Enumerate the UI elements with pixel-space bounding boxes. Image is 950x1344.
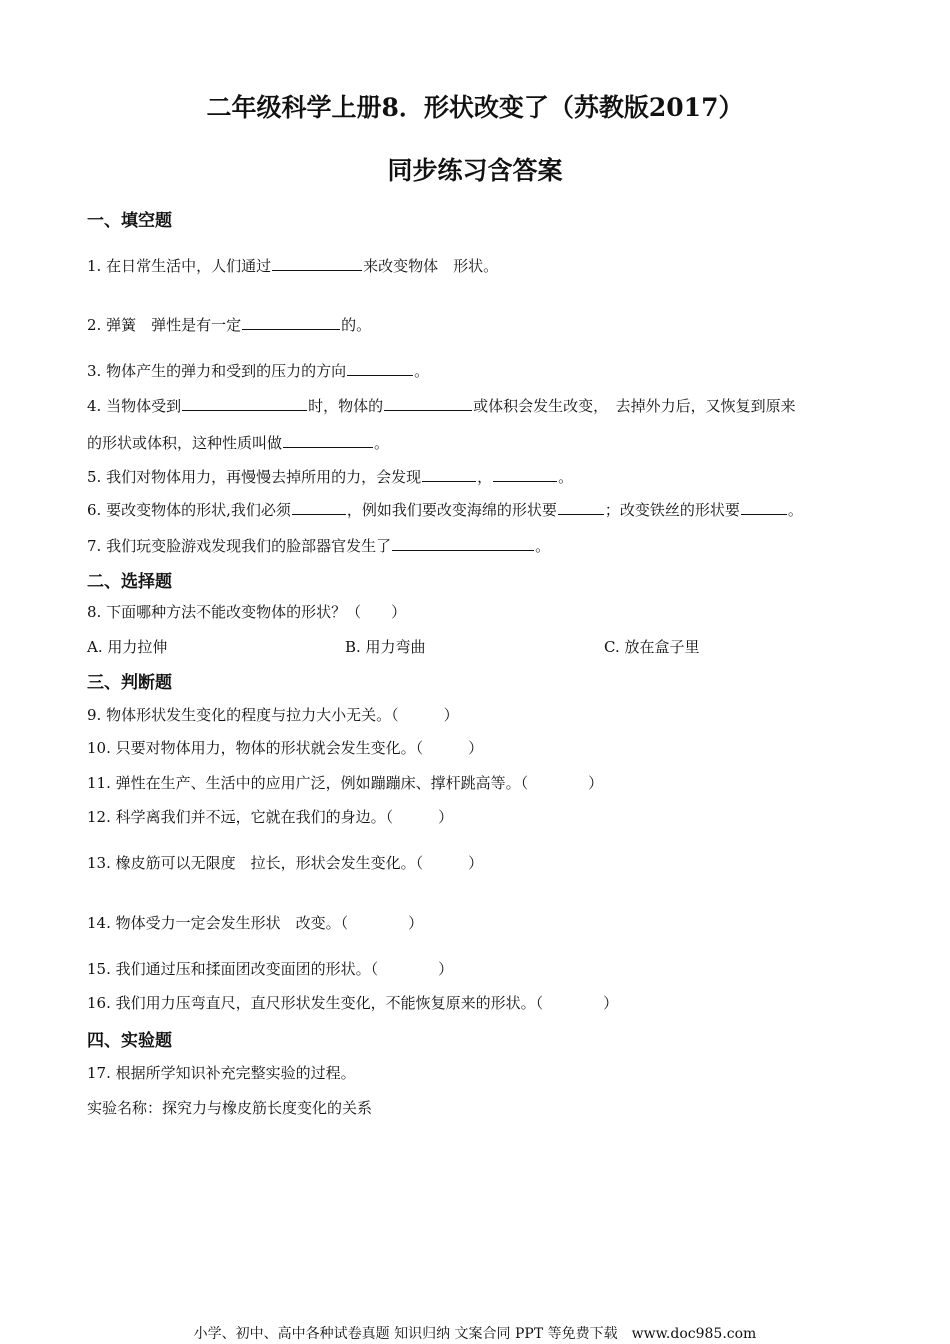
question-text: 2. 弹簧 弹性是有一定: [87, 316, 242, 334]
option-b[interactable]: B. 用力弯曲: [345, 638, 426, 656]
question-text: 的形状或体积，这种性质叫做: [87, 434, 283, 452]
question-text: 。: [787, 501, 803, 519]
question-9: 9. 物体形状发生变化的程度与拉力大小无关。（ ）: [87, 706, 459, 724]
experiment-name: 实验名称：探究力与橡皮筋长度变化的关系: [87, 1099, 373, 1117]
question-3: [87, 360, 429, 381]
question-text: 3. 物体产生的弹力和受到的压力的方向: [87, 362, 347, 380]
question-4-continued: [87, 432, 389, 453]
question-text: 的。: [341, 316, 372, 334]
section-heading-choice: 二、选择题: [87, 572, 172, 592]
answer-blank[interactable]: [493, 466, 557, 482]
question-13: 13. 橡皮筋可以无限度 拉长，形状会发生变化。（ ）: [87, 854, 484, 872]
answer-blank[interactable]: [182, 395, 307, 411]
question-11: 11. 弹性在生产、生活中的应用广泛，例如蹦蹦床、撑杆跳高等。（ ）: [87, 774, 604, 792]
question-text: ，: [477, 468, 493, 486]
section-heading-fill-blank: 一、填空题: [87, 211, 172, 231]
question-15: 15. 我们通过压和揉面团改变面团的形状。（ ）: [87, 960, 454, 978]
question-text: ；改变铁丝的形状要: [604, 501, 740, 519]
answer-blank[interactable]: [558, 499, 604, 515]
answer-blank[interactable]: [347, 360, 413, 376]
question-12: 12. 科学离我们并不远，它就在我们的身边。（ ）: [87, 808, 454, 826]
question-6: [87, 499, 803, 520]
answer-blank[interactable]: [272, 255, 362, 271]
answer-blank[interactable]: [384, 395, 472, 411]
question-text: 。: [558, 468, 574, 486]
question-text: 7. 我们玩变脸游戏发现我们的脸部器官发生了: [87, 537, 392, 555]
answer-blank[interactable]: [292, 499, 346, 515]
section-heading-judge: 三、判断题: [87, 673, 172, 693]
section-heading-experiment: 四、实验题: [87, 1031, 172, 1051]
page-subtitle: 同步练习含答案: [387, 156, 563, 185]
question-16: 16. 我们用力压弯直尺，直尺形状发生变化，不能恢复原来的形状。（ ）: [87, 994, 619, 1012]
question-8: 8. 下面哪种方法不能改变物体的形状？（ ）: [87, 603, 407, 621]
question-text: 6. 要改变物体的形状,我们必须: [87, 501, 291, 519]
question-4: [87, 395, 796, 416]
page-title: 二年级科学上册8．形状改变了（苏教版2017）: [206, 93, 744, 122]
question-2: [87, 314, 371, 335]
answer-blank[interactable]: [741, 499, 787, 515]
question-10: 10. 只要对物体用力，物体的形状就会发生变化。（ ）: [87, 739, 484, 757]
question-text: ，例如我们要改变海绵的形状要: [346, 501, 557, 519]
answer-blank[interactable]: [242, 314, 340, 330]
question-text: 或体积会发生改变， 去掉外力后，又恢复到原来: [473, 397, 796, 415]
question-text: 。: [414, 362, 430, 380]
page-footer: 小学、初中、高中各种试卷真题 知识归纳 文案合同 PPT 等免费下载 www.doc985.com: [193, 1326, 757, 1342]
answer-blank[interactable]: [422, 466, 476, 482]
question-text: 。: [374, 434, 390, 452]
question-text: 来改变物体 形状。: [363, 257, 499, 275]
question-text: 时，物体的: [308, 397, 384, 415]
answer-blank[interactable]: [392, 535, 534, 551]
question-5: [87, 466, 573, 487]
question-text: 4. 当物体受到: [87, 397, 182, 415]
option-c[interactable]: C. 放在盒子里: [604, 638, 700, 656]
question-14: 14. 物体受力一定会发生形状 改变。（ ）: [87, 914, 424, 932]
question-1: [87, 255, 498, 276]
question-7: [87, 535, 550, 556]
question-text: 5. 我们对物体用力，再慢慢去掉所用的力，会发现: [87, 468, 422, 486]
answer-blank[interactable]: [283, 432, 373, 448]
question-text: 1. 在日常生活中，人们通过: [87, 257, 272, 275]
question-17: 17. 根据所学知识补充完整实验的过程。: [87, 1064, 356, 1082]
question-text: 。: [535, 537, 551, 555]
option-a[interactable]: A. 用力拉伸: [87, 638, 168, 656]
